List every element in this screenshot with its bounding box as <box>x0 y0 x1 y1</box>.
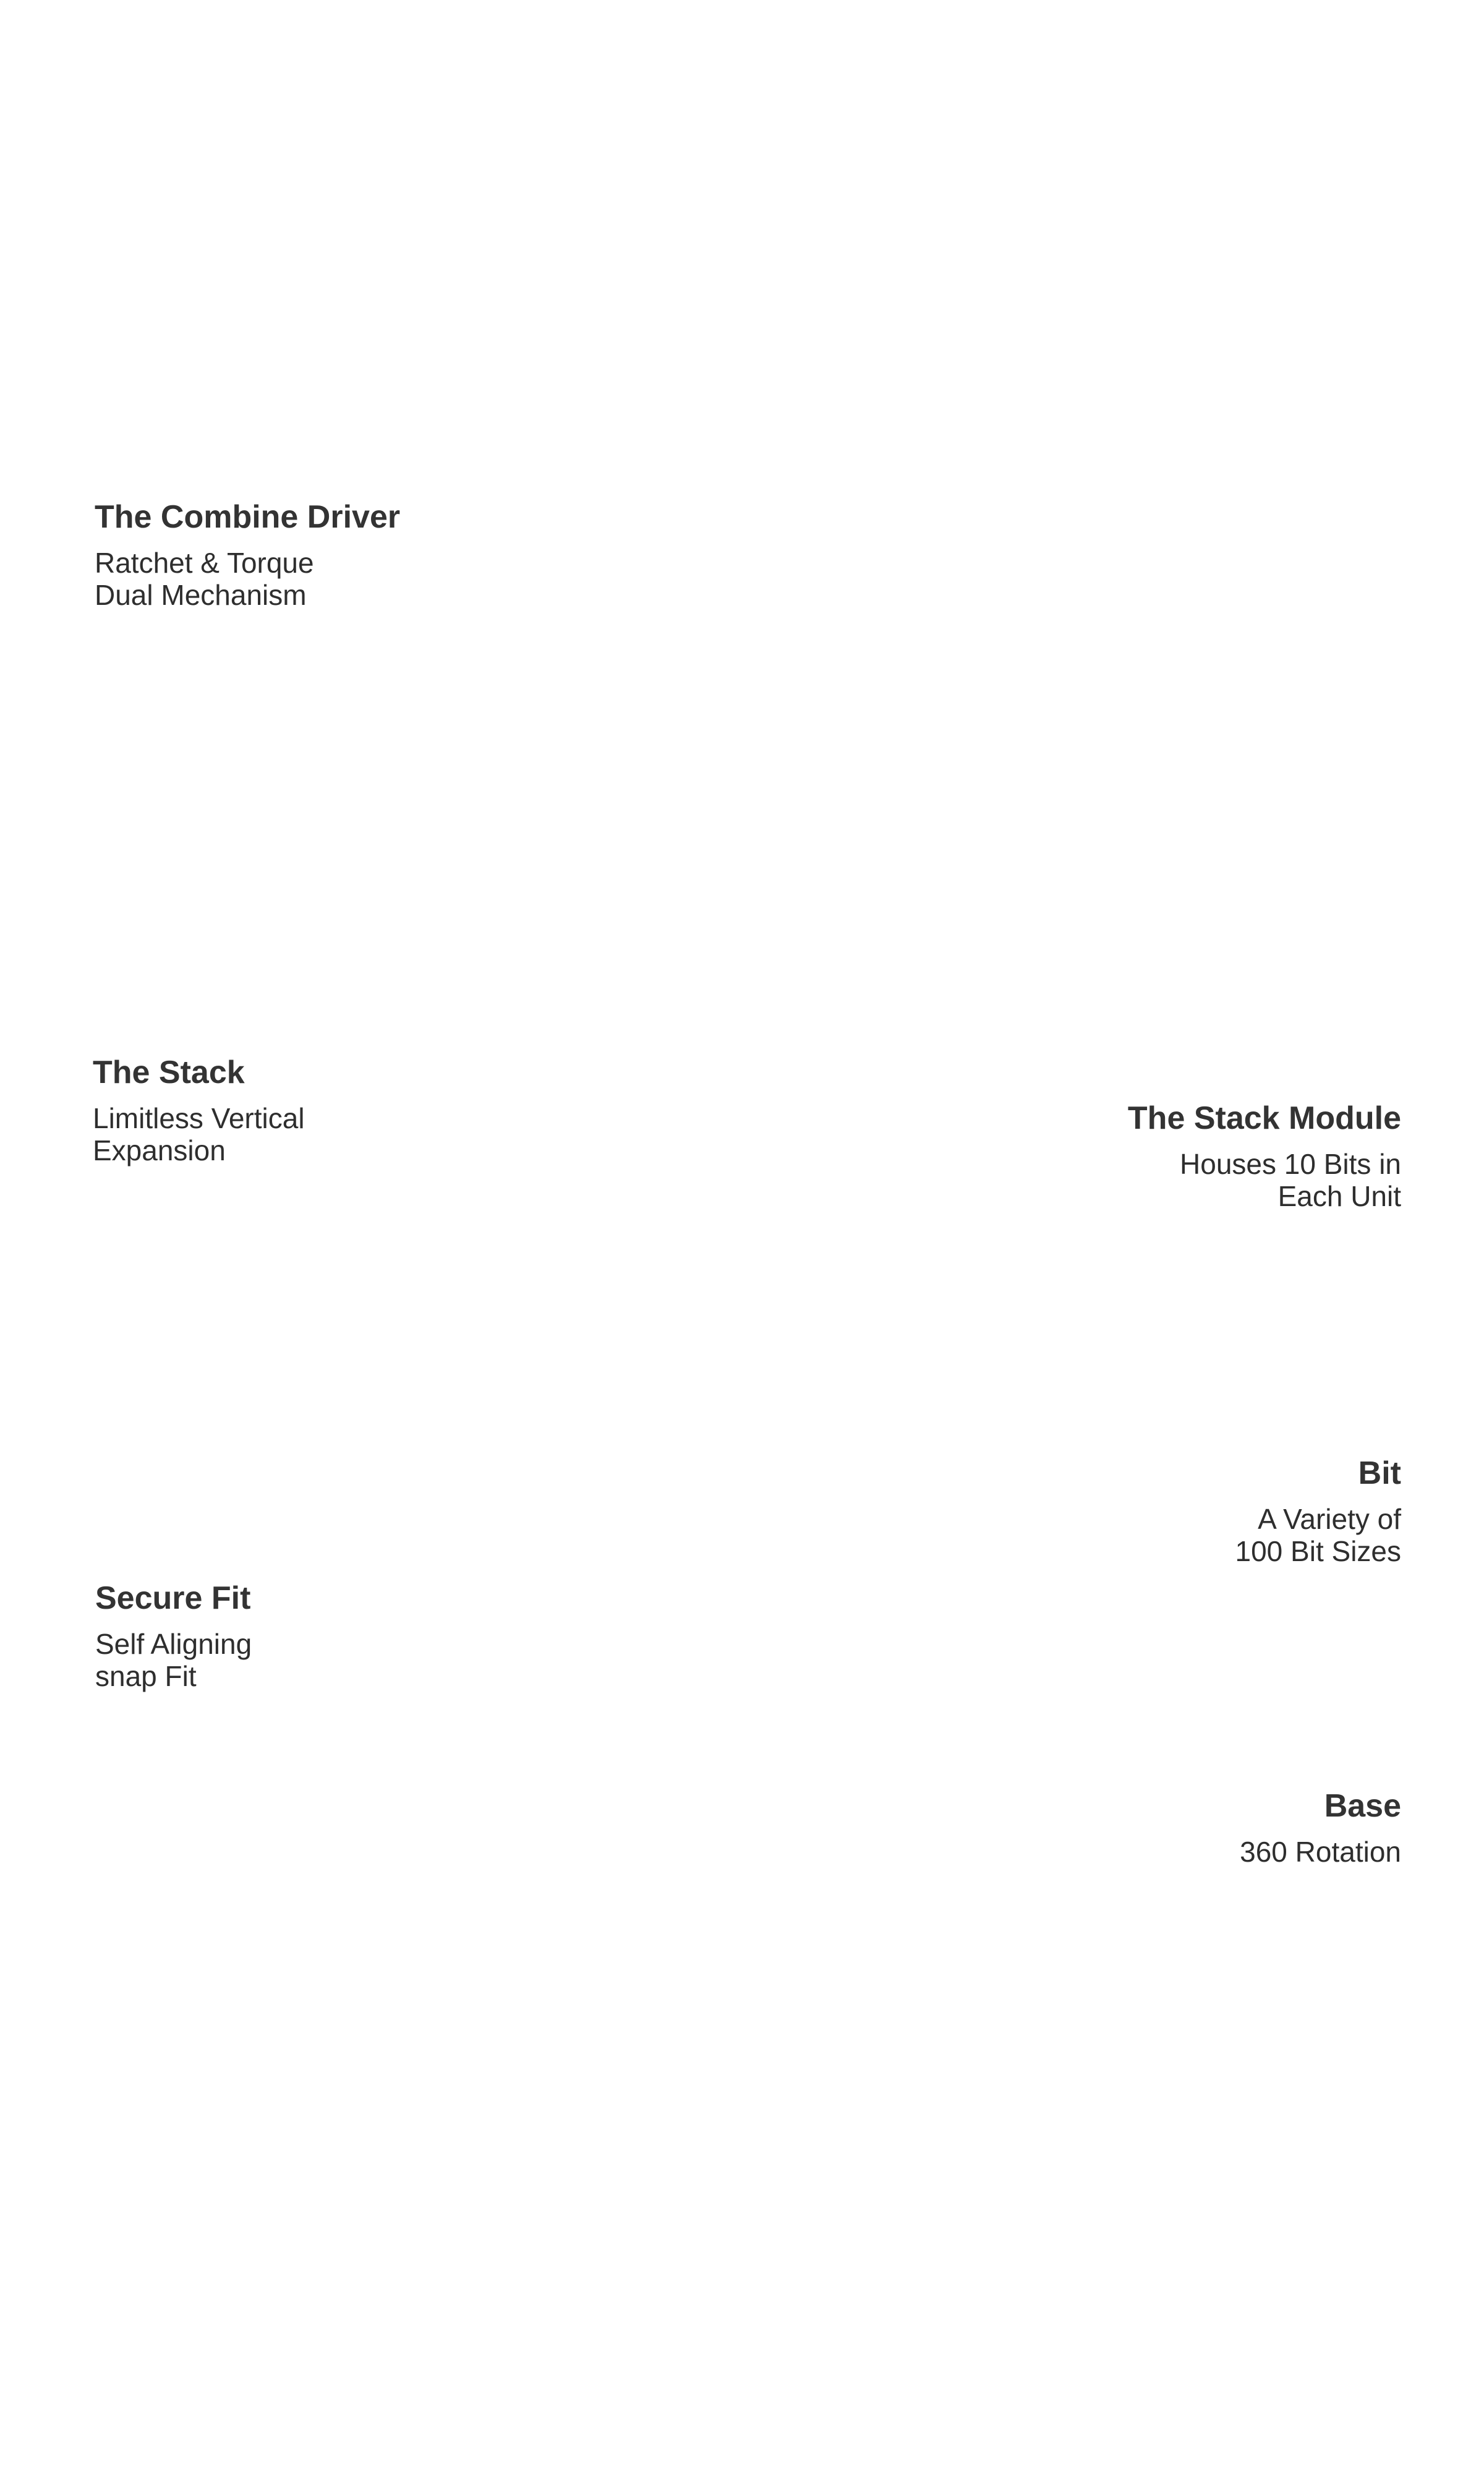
callout-title: Base <box>1324 1788 1401 1824</box>
callout-line: 100 Bit Sizes <box>1235 1535 1401 1567</box>
callout-line: 360 Rotation <box>1240 1836 1401 1868</box>
callout-line: Houses 10 Bits in <box>1180 1148 1401 1180</box>
callout-line: Limitless Vertical <box>93 1102 305 1134</box>
callout-line: Ratchet & Torque <box>95 547 314 579</box>
callout-description <box>95 547 651 611</box>
callout-title: The Stack Module <box>1127 1100 1401 1136</box>
callout-combine-driver <box>95 497 651 611</box>
callout-line: Expansion <box>93 1134 226 1166</box>
callout-title: The Combine Driver <box>95 499 401 535</box>
callout-title: The Stack <box>93 1055 245 1090</box>
callout-title: Bit <box>1358 1455 1401 1491</box>
callout-bit <box>845 1453 1401 1567</box>
callout-line: Dual Mechanism <box>95 579 307 611</box>
callout-line: Each Unit <box>1277 1180 1401 1212</box>
callout-secure-fit <box>95 1578 652 1692</box>
callout-stack-module <box>845 1098 1401 1212</box>
callout-base <box>845 1786 1401 1868</box>
callout-description <box>845 1836 1401 1868</box>
callout-description <box>845 1503 1401 1567</box>
callout-line: Self Aligning <box>95 1628 252 1660</box>
callout-the-stack <box>93 1053 649 1166</box>
callout-description <box>95 1628 652 1692</box>
callout-line: A Variety of <box>1258 1503 1401 1535</box>
callout-title: Secure Fit <box>95 1580 251 1616</box>
callout-description <box>93 1102 649 1166</box>
callout-description <box>845 1148 1401 1212</box>
callout-line: snap Fit <box>95 1660 197 1692</box>
